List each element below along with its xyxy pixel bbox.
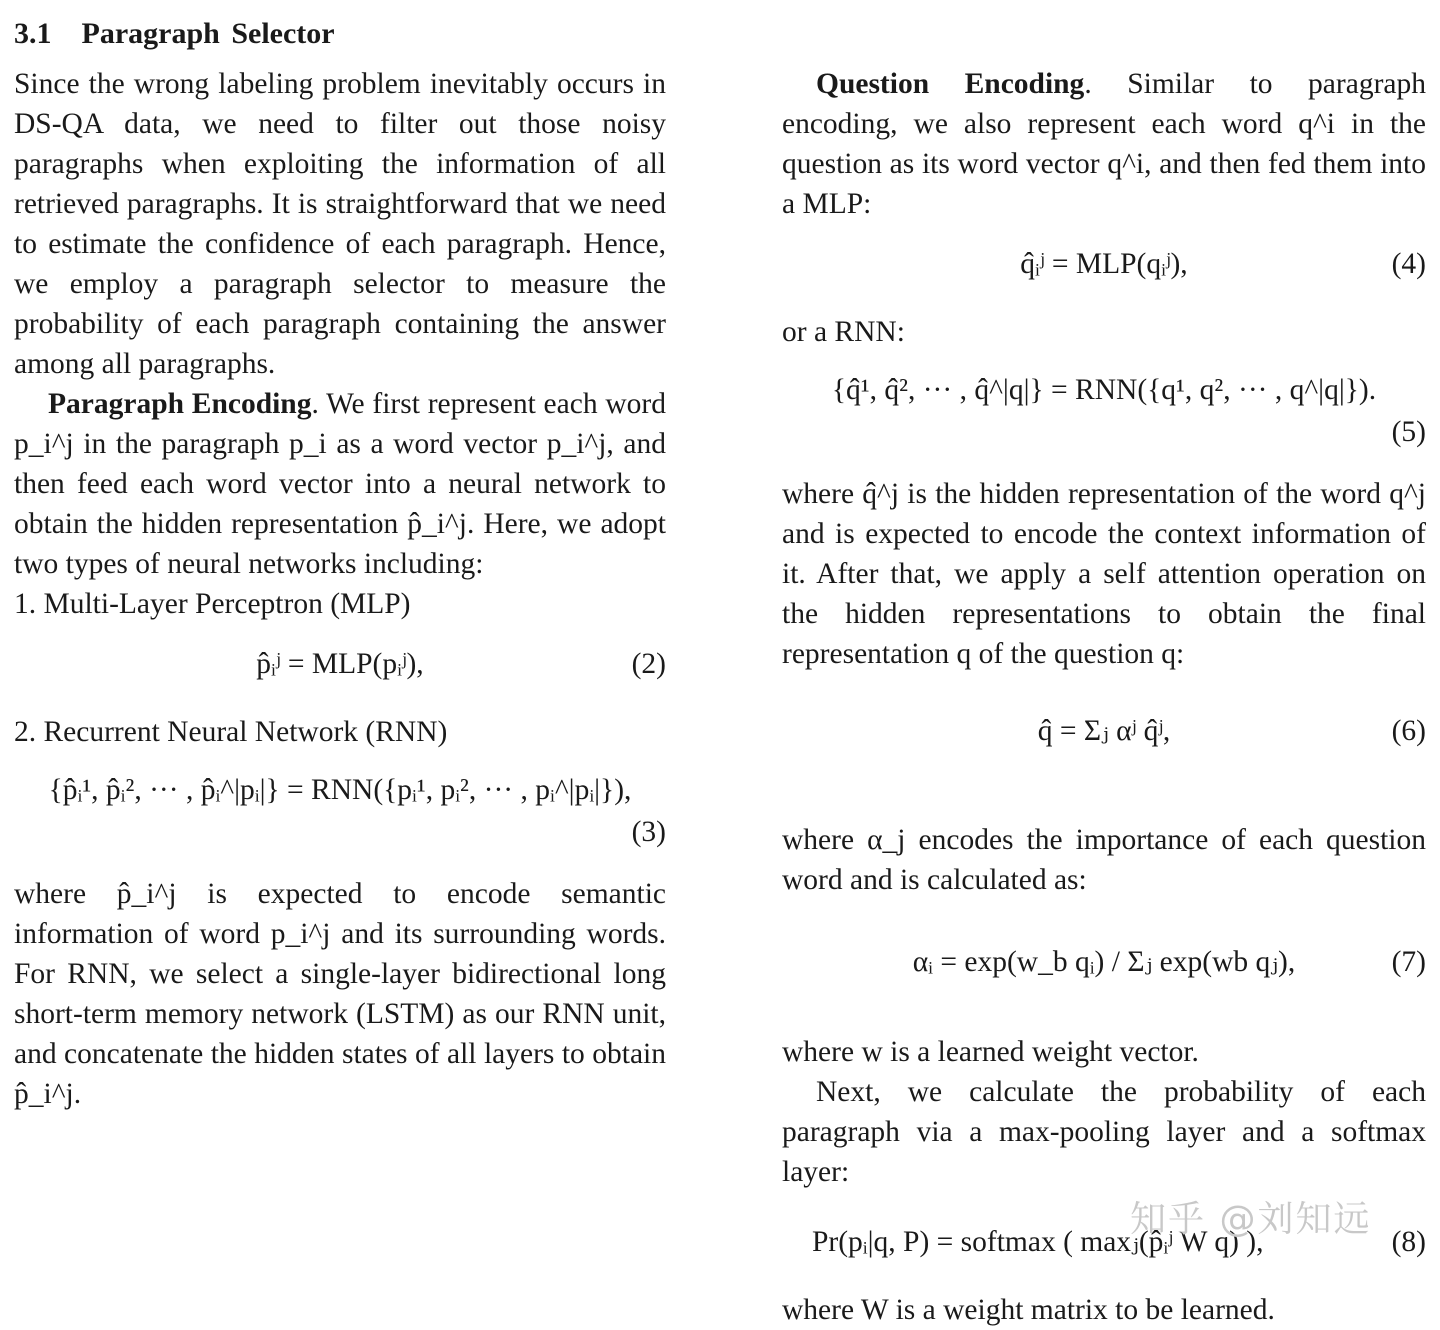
equation-4-formula: q̂ᵢʲ = MLP(qᵢʲ), [1020, 248, 1188, 280]
next-paragraph: Next, we calculate the probability of each paragraph via a max-pooling layer and a softmax layer: [782, 1076, 1426, 1188]
after-rnn-paragraph: where p̂_i^j is expected to encode semantic information of word p_i^j and its surrounding words. For RNN, we select a single-layer bidirectional long short-term memory network (LSTM) as our RNN unit, and concatenate the hidden states of all layers to obtain p̂_i^j. [14, 878, 666, 1110]
equation-6-number: (6) [1391, 715, 1426, 747]
alpha-paragraph: where α_j encodes the importance of each question word and is calculated as: [782, 824, 1426, 896]
equation-4-number: (4) [1391, 248, 1426, 280]
paragraph-encoding-runin: Paragraph Encoding [48, 388, 312, 420]
equation-5 [782, 366, 1426, 452]
zhihu-watermark [1130, 1196, 1371, 1244]
equation-2 [14, 638, 666, 690]
intro-paragraph: Since the wrong labeling problem inevitably occurs in DS-QA data, we need to filter out those noisy paragraphs when exploiting the information of all retrieved paragraphs. It is straightforward that we need to estimate the confidence of each paragraph. Hence, we employ a paragraph selector to measure the probability of each paragraph containing the answer among all paragraphs. [14, 68, 666, 380]
equation-7-number: (7) [1391, 946, 1426, 978]
section-number: 3.1 [14, 17, 52, 50]
equation-5-formula: {q̂¹, q̂², ··· , q̂^|q|} = RNN({q¹, q², ··· , q^|q|}). [831, 374, 1377, 406]
paragraph-encoding-text: . We first represent each word p_i^j in the paragraph p_i as a word vector p_i^j, and then feed each word vector into a neural network to obtain the hidden representation p̂_i^j. Here, we adopt two types of neural networks including: [14, 388, 666, 580]
equation-2-number: (2) [631, 648, 666, 680]
mlp-label: 1. Multi-Layer Perceptron (MLP) [14, 588, 411, 620]
equation-4 [782, 238, 1426, 290]
equation-8-formula: Pr(pᵢ|q, P) = softmax ( maxⱼ(p̂ᵢʲ W q) ), [812, 1226, 1264, 1258]
equation-6-formula: q̂ = Σⱼ αʲ q̂ʲ, [1037, 715, 1171, 747]
section-title: Paragraph Selector [81, 17, 335, 50]
equation-2-formula: p̂ᵢʲ = MLP(pᵢʲ), [256, 648, 424, 680]
rnn-label: 2. Recurrent Neural Network (RNN) [14, 716, 448, 748]
equation-7 [782, 914, 1426, 1010]
equation-3-number: (3) [631, 816, 666, 848]
question-encoding-text: . Similar to paragraph encoding, we also represent each word q^i in the question as its word vector q^i, and then fed them into a MLP: [782, 68, 1426, 220]
equation-3 [14, 766, 666, 852]
equation-6 [782, 688, 1426, 798]
right-column [782, 64, 1426, 1330]
equation-5-number: (5) [1391, 416, 1426, 448]
equation-3-formula: {p̂ᵢ¹, p̂ᵢ², ··· , p̂ᵢ^|pᵢ|} = RNN({pᵢ¹, pᵢ², ··· , pᵢ^|pᵢ|}), [48, 774, 632, 806]
paragraph-encoding-paragraph [14, 384, 666, 584]
or-rnn-text: or a RNN: [782, 316, 905, 348]
question-encoding-runin: Question Encoding [816, 68, 1085, 100]
W-paragraph: where W is a weight matrix to be learned. [782, 1294, 1275, 1326]
section-heading [14, 14, 666, 54]
w-paragraph: where w is a learned weight vector. [782, 1036, 1199, 1068]
after-rnn-paragraph-right: where q̂^j is the hidden representation of the word q^j and is expected to encode the context information of it. After that, we apply a self attention operation on the hidden representations to obtain the final representation q of the question q: [782, 478, 1426, 670]
question-encoding-paragraph [782, 64, 1426, 224]
equation-7-formula: αᵢ = exp(w_b qᵢ) / Σⱼ exp(wb qⱼ), [912, 946, 1296, 978]
equation-8-number: (8) [1391, 1226, 1426, 1258]
left-column [14, 0, 666, 1114]
watermark-text: 知乎 @刘知远 [1130, 1199, 1372, 1240]
